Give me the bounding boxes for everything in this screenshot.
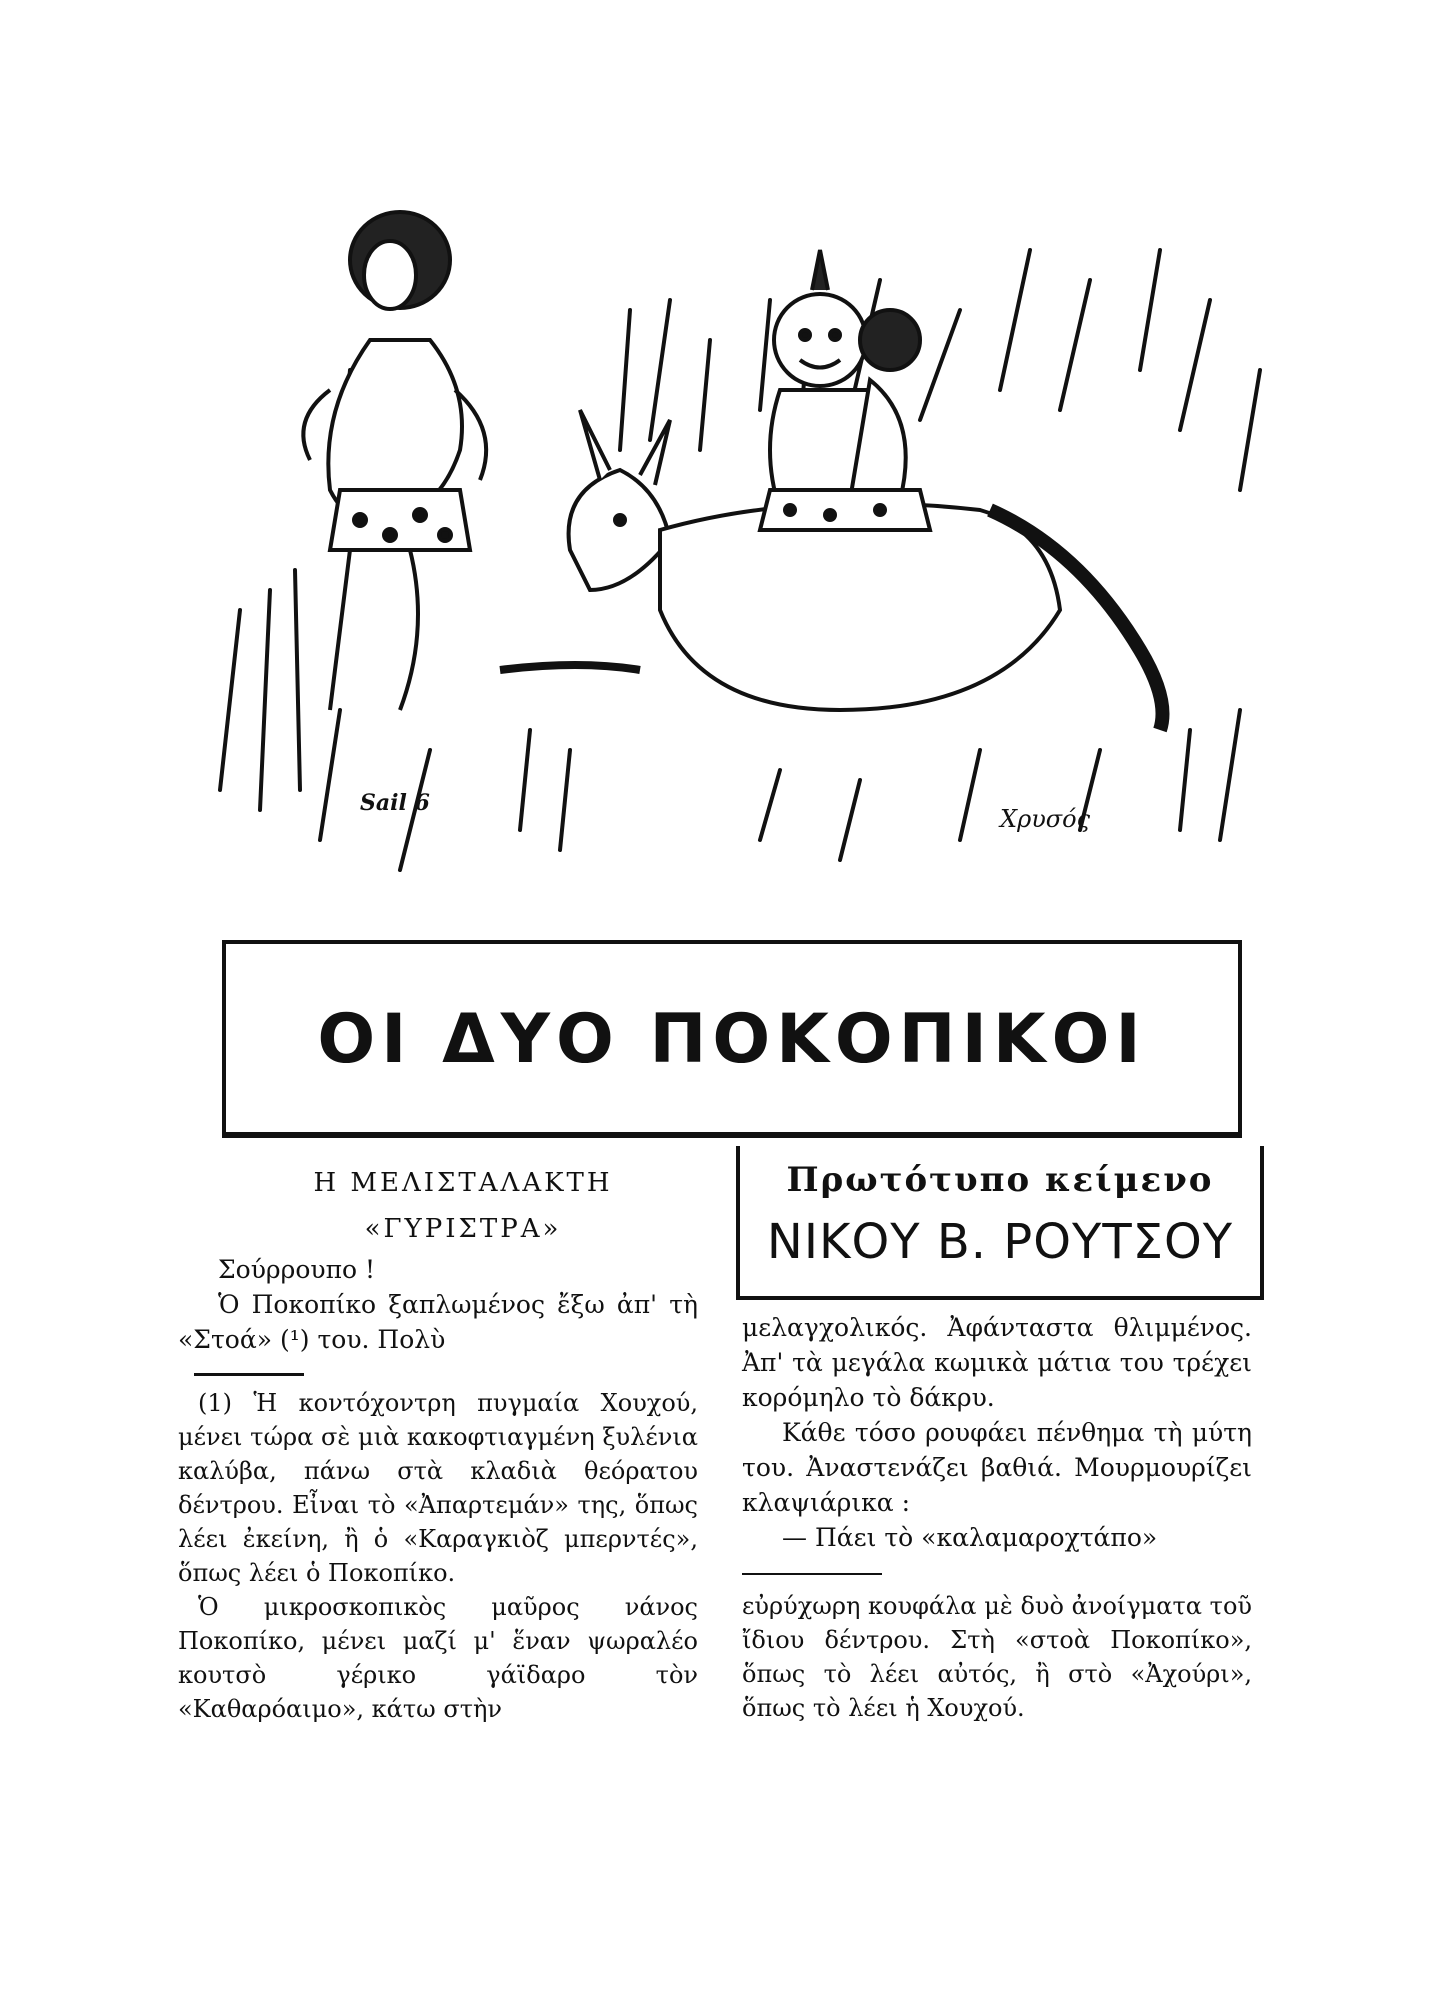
- right-column: [742, 1310, 1252, 1725]
- right-paragraph-3: — Πάει τὸ «καλαμαροχτάπο»: [782, 1523, 1158, 1552]
- title-rule-bottom: [222, 1132, 1242, 1138]
- subtitle-line-2: «ΓΥΡΙΣΤΡΑ»: [364, 1214, 562, 1244]
- left-column: [178, 1252, 698, 1726]
- cartoon-drawing: [200, 190, 1280, 890]
- title-box: [222, 940, 1242, 1140]
- illustrator-signature-left: Sail 6: [360, 790, 430, 816]
- footnote-divider: [194, 1373, 304, 1376]
- footnote-divider-right: [742, 1573, 882, 1575]
- author-box: [736, 1146, 1264, 1300]
- footnote-1: (1) Ἡ κοντόχοντρη πυγμαία Χουχού, μένει τώρα σὲ μιὰ κακοφτιαγμένη ξυλένια καλύβα, πάνω στὰ κλαδιὰ θεόρατου δέντρου. Εἶναι τὸ «Ἀπαρτεμάν» της, ὅπως λέει ἐκείνη, ἢ ὁ «Καραγκιὸζ μπερντές», ὅπως λέει ὁ Ποκοπίκο.: [178, 1389, 698, 1587]
- cartoon-illustration: [200, 190, 1280, 890]
- illustrator-signature-right: Χρυσός: [1000, 805, 1091, 833]
- left-paragraph-1: Σούρρουπο !: [218, 1255, 376, 1284]
- footnote-2: Ὁ μικροσκοπικὸς μαῦρος νάνος Ποκοπίκο, μένει μαζί μ' ἕναν ψωραλέο κουτσὸ γέρικο γάϊδαρο τὸν «Καθαρόαιμο», κάτω στὴν: [178, 1593, 698, 1723]
- subtitle-line-1: Η ΜΕΛΙΣΤΑΛΑΚΤΗ: [313, 1168, 613, 1198]
- page-title: ΟΙ ΔΥΟ ΠΟΚΟΠΙΚΟΙ: [317, 1000, 1147, 1079]
- right-paragraph-2: Κάθε τόσο ρουφάει πένθημα τὴ μύτη του. Ἀναστενάζει βαθιά. Μουρμουρίζει κλαψιάρικα :: [742, 1418, 1252, 1517]
- title-rule-top: [222, 940, 1242, 944]
- right-paragraph-1: μελαγχολικός. Ἀφάνταστα θλιμμένος. Ἀπ' τὰ μεγάλα κωμικὰ μάτια του τρέχει κορόμηλο τὸ δάκρυ.: [742, 1313, 1252, 1412]
- author-label: Πρωτότυπο κείμενο: [786, 1160, 1214, 1200]
- footnote-continuation: εὐρύχωρη κουφάλα μὲ δυὸ ἀνοίγματα τοῦ ἴδιου δέντρου. Στὴ «στοὰ Ποκοπίκο», ὅπως τὸ λέει αὐτός, ἢ στὸ «Ἀχούρι», ὅπως τὸ λέει ἡ Χουχού.: [742, 1592, 1252, 1722]
- chapter-subtitle: [248, 1160, 678, 1252]
- author-name: ΝΙΚΟΥ Β. ΡΟΥΤΣΟΥ: [766, 1214, 1234, 1270]
- left-paragraph-2: Ὁ Ποκοπίκο ξαπλωμένος ἔξω ἀπ' τὴ «Στοά» (¹) του. Πολὺ: [178, 1290, 698, 1354]
